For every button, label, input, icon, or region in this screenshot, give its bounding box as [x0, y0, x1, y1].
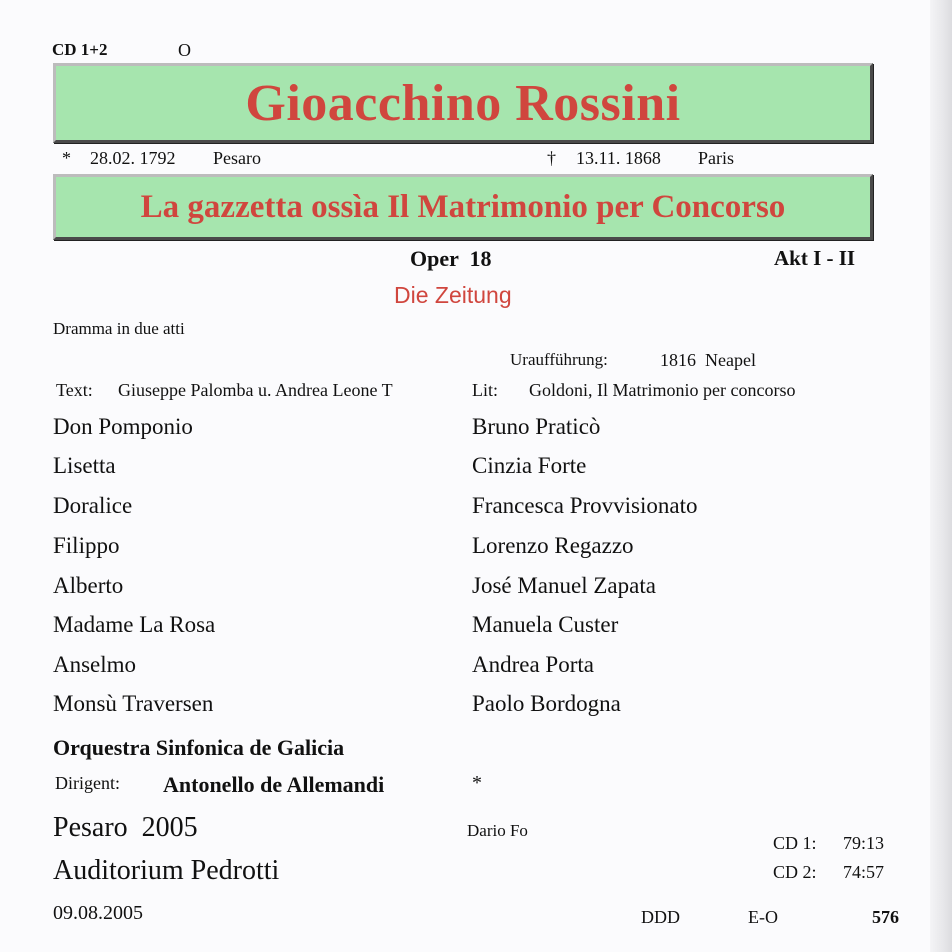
title-banner	[53, 174, 873, 240]
cast-singer: Francesca Provvisionato	[472, 493, 698, 518]
director-name: Dario Fo	[467, 821, 528, 840]
cast-role: Madame La Rosa	[53, 612, 216, 637]
birth-symbol: *	[62, 148, 71, 168]
lit-value: Goldoni, Il Matrimonio per concorso	[529, 380, 796, 400]
cast-role: Lisetta	[53, 453, 116, 478]
orchestra-name: Orquestra Sinfonica de Galicia	[53, 735, 345, 760]
duration-label: CD 2:	[773, 862, 817, 882]
cast-singer: Cinzia Forte	[472, 453, 587, 478]
audio-format: DDD	[641, 907, 680, 927]
recording-location: Pesaro 2005	[53, 812, 198, 843]
conductor-name: Antonello de Allemandi	[163, 772, 385, 797]
conductor-label: Dirigent:	[55, 773, 120, 793]
cast-singer: Bruno Praticò	[472, 414, 601, 439]
birth-place: Pesaro	[213, 148, 261, 168]
cast-singer: Manuela Custer	[472, 612, 619, 637]
cast-role: Monsù Traversen	[53, 691, 214, 716]
conductor-mark: *	[472, 772, 482, 794]
recording-venue: Auditorium Pedrotti	[53, 855, 280, 886]
cast-singer: Andrea Porta	[472, 652, 594, 677]
cast-singer: Paolo Bordogna	[472, 691, 621, 716]
acts-label: Akt I - II	[774, 246, 856, 270]
disc-label: CD 1+2	[52, 40, 108, 59]
duration-time: 79:13	[843, 833, 885, 853]
cast-role: Alberto	[53, 573, 124, 598]
work-title: La gazzetta ossìa Il Matrimonio per Concorso	[140, 188, 786, 225]
premiere-label: Uraufführung:	[510, 350, 608, 369]
cast-role: Filippo	[53, 533, 120, 558]
catalog-number: 576	[872, 907, 899, 927]
recording-date: 09.08.2005	[53, 902, 143, 924]
composer-banner	[53, 63, 873, 143]
composer-name: Gioacchino Rossini	[245, 74, 681, 132]
premiere-value: 1816 Neapel	[660, 350, 756, 370]
death-date: 13.11. 1868	[576, 148, 661, 168]
work-subtitle: Die Zeitung	[394, 282, 512, 308]
cast-singer: Lorenzo Regazzo	[472, 533, 634, 558]
duration-label: CD 1:	[773, 833, 817, 853]
death-symbol: †	[547, 148, 556, 168]
text-value: Giuseppe Palomba u. Andrea Leone T	[118, 380, 393, 400]
birth-date: 28.02. 1792	[90, 148, 176, 168]
text-label: Text:	[56, 380, 93, 400]
page-edge	[930, 0, 952, 952]
cast-role: Don Pomponio	[53, 414, 193, 439]
genre-label: Dramma in due atti	[53, 319, 185, 338]
cast-role: Doralice	[53, 493, 133, 518]
lit-label: Lit:	[472, 380, 498, 400]
cast-singer: José Manuel Zapata	[472, 573, 656, 598]
cast-role: Anselmo	[53, 652, 137, 677]
duration-time: 74:57	[843, 862, 885, 882]
marker-label: O	[178, 40, 191, 60]
opus-label: Oper 18	[410, 246, 492, 271]
edition-code: E-O	[748, 907, 778, 927]
death-place: Paris	[698, 148, 734, 168]
